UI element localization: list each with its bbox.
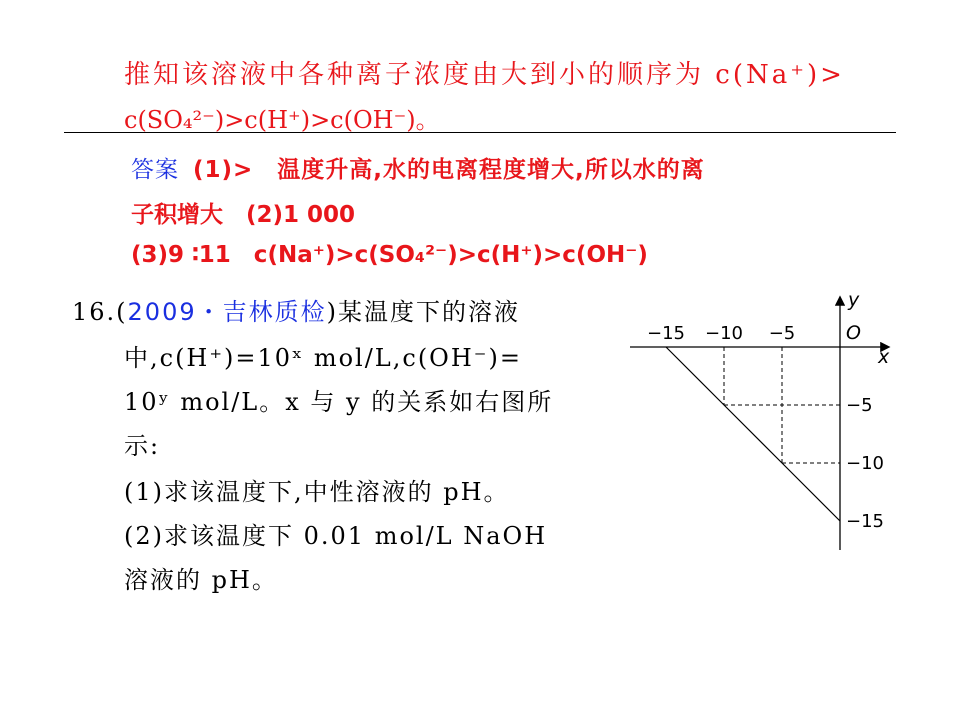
answer-line-2: 子积增大 (2)1 000: [131, 202, 356, 228]
answer-line-1: [131, 151, 705, 184]
question-part-2-cont: 溶液的 pH。: [124, 566, 278, 594]
x-axis-label: x: [878, 346, 890, 368]
origin-label: O: [846, 322, 861, 344]
question-line-1: [72, 292, 520, 327]
question-line-3: 10ʸ mol/L。x 与 y 的关系如右图所: [124, 388, 554, 416]
y-axis-label: y: [848, 290, 860, 311]
answer-line-3: (3)9 ∶11 c(Na⁺)>c(SO₄²⁻)>c(H⁺)>c(OH⁻): [131, 242, 648, 268]
question-part-1: (1)求该温度下,中性溶液的 pH。: [124, 478, 510, 506]
divider: [64, 132, 896, 133]
y-tick-label: −5: [846, 395, 873, 416]
x-tick-label: −5: [768, 323, 796, 344]
conclusion-line-1: 推知该溶液中各种离子浓度由大到小的顺序为 c(Na⁺)>: [124, 60, 845, 90]
question-part-2: (2)求该温度下 0.01 mol/L NaOH: [124, 522, 548, 550]
y-tick-label: −10: [846, 453, 884, 474]
xy-chart: [620, 290, 900, 560]
answer-part-1: (1)> 温度升高,水的电离程度增大,所以水的离: [193, 157, 705, 183]
question-number: 16.(: [72, 298, 128, 326]
question-source: 2009・吉林质检: [127, 298, 327, 326]
y-tick-label: −15: [846, 511, 884, 532]
answer-label: 答案: [131, 157, 179, 183]
x-tick-label: −15: [647, 323, 685, 344]
question-line-4: 示:: [124, 432, 161, 460]
question-line-2: 中,c(H⁺)=10ˣ mol/L,c(OH⁻)=: [124, 344, 522, 372]
conclusion-line-2: c(SO₄²⁻)>c(H⁺)>c(OH⁻)。: [124, 106, 440, 134]
series-line: [666, 347, 840, 521]
x-tick-label: −10: [705, 323, 743, 344]
question-intro: )某温度下的溶液: [326, 298, 520, 326]
